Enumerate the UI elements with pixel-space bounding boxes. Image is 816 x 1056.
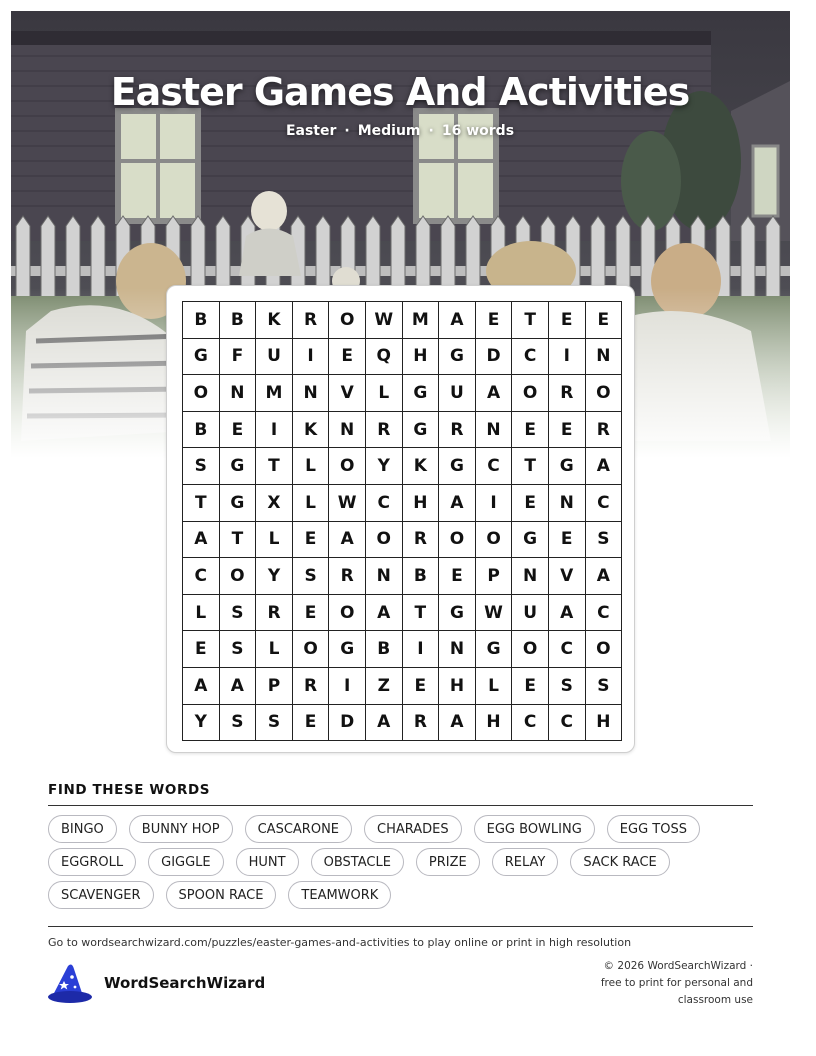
grid-cell[interactable]: R: [403, 522, 440, 559]
copyright-note: [583, 958, 753, 1009]
grid-cell[interactable]: N: [366, 558, 403, 595]
grid-cell[interactable]: T: [220, 522, 257, 559]
grid-cell[interactable]: Q: [366, 339, 403, 376]
grid-cell[interactable]: A: [366, 595, 403, 632]
grid-cell[interactable]: P: [256, 668, 293, 705]
grid-cell[interactable]: I: [549, 339, 586, 376]
grid-cell[interactable]: D: [476, 339, 513, 376]
grid-cell[interactable]: O: [512, 631, 549, 668]
grid-cell[interactable]: O: [220, 558, 257, 595]
grid-cell[interactable]: A: [439, 485, 476, 522]
grid-cell[interactable]: S: [183, 448, 220, 485]
grid-cell[interactable]: Y: [183, 705, 220, 742]
grid-cell[interactable]: T: [256, 448, 293, 485]
grid-cell[interactable]: O: [476, 522, 513, 559]
word-chip: EGG BOWLING: [474, 815, 595, 843]
wizard-hat-icon: [46, 963, 94, 1005]
grid-cell[interactable]: M: [256, 375, 293, 412]
letter-grid[interactable]: [182, 301, 622, 741]
brand-name: WordSearchWizard: [104, 974, 266, 992]
word-chip: CHARADES: [364, 815, 462, 843]
grid-cell[interactable]: O: [512, 375, 549, 412]
grid-cell[interactable]: S: [293, 558, 330, 595]
grid-cell[interactable]: A: [329, 522, 366, 559]
grid-cell[interactable]: E: [183, 631, 220, 668]
grid-cell[interactable]: E: [586, 302, 623, 339]
word-chip: SCAVENGER: [48, 881, 154, 909]
word-count-label: 16 words: [441, 123, 515, 139]
grid-cell[interactable]: E: [439, 558, 476, 595]
grid-cell[interactable]: E: [293, 595, 330, 632]
grid-cell[interactable]: T: [512, 448, 549, 485]
grid-cell[interactable]: C: [476, 448, 513, 485]
play-online-note: Go to wordsearchwizard.com/puzzles/easter-games-and-activities to play online or print in high resolution: [48, 936, 632, 949]
copyright-line: © 2026 WordSearchWizard ·: [603, 960, 753, 972]
grid-cell[interactable]: E: [293, 705, 330, 742]
grid-cell[interactable]: G: [403, 412, 440, 449]
grid-cell[interactable]: G: [476, 631, 513, 668]
grid-cell[interactable]: O: [293, 631, 330, 668]
grid-cell[interactable]: L: [256, 631, 293, 668]
grid-cell[interactable]: O: [439, 522, 476, 559]
grid-cell[interactable]: P: [476, 558, 513, 595]
grid-cell[interactable]: A: [183, 668, 220, 705]
grid-cell[interactable]: B: [220, 302, 257, 339]
word-chip: BINGO: [48, 815, 117, 843]
grid-cell[interactable]: A: [366, 705, 403, 742]
grid-cell[interactable]: E: [512, 412, 549, 449]
grid-cell[interactable]: R: [549, 375, 586, 412]
grid-cell[interactable]: T: [183, 485, 220, 522]
grid-cell[interactable]: G: [439, 595, 476, 632]
grid-cell[interactable]: C: [183, 558, 220, 595]
grid-cell[interactable]: I: [293, 339, 330, 376]
grid-cell[interactable]: Y: [366, 448, 403, 485]
grid-cell[interactable]: S: [220, 631, 257, 668]
grid-cell[interactable]: L: [476, 668, 513, 705]
word-chip: GIGGLE: [148, 848, 224, 876]
grid-cell[interactable]: G: [403, 375, 440, 412]
grid-cell[interactable]: S: [256, 705, 293, 742]
grid-cell[interactable]: H: [439, 668, 476, 705]
grid-cell[interactable]: O: [329, 302, 366, 339]
grid-cell[interactable]: R: [293, 302, 330, 339]
grid-cell[interactable]: C: [366, 485, 403, 522]
grid-cell[interactable]: G: [439, 448, 476, 485]
grid-cell[interactable]: F: [220, 339, 257, 376]
grid-cell[interactable]: B: [183, 412, 220, 449]
grid-cell[interactable]: X: [256, 485, 293, 522]
grid-cell[interactable]: K: [293, 412, 330, 449]
grid-cell[interactable]: T: [512, 302, 549, 339]
grid-cell[interactable]: W: [476, 595, 513, 632]
grid-cell[interactable]: E: [220, 412, 257, 449]
grid-cell[interactable]: R: [256, 595, 293, 632]
grid-cell[interactable]: W: [329, 485, 366, 522]
grid-cell[interactable]: R: [329, 558, 366, 595]
grid-cell[interactable]: N: [549, 485, 586, 522]
grid-cell[interactable]: U: [512, 595, 549, 632]
word-chip: OBSTACLE: [311, 848, 404, 876]
puzzle-card: [166, 285, 635, 753]
grid-cell[interactable]: I: [476, 485, 513, 522]
grid-cell[interactable]: E: [549, 302, 586, 339]
word-chip: HUNT: [236, 848, 299, 876]
word-chip: RELAY: [492, 848, 559, 876]
word-chip: PRIZE: [416, 848, 480, 876]
puzzle-meta: [0, 123, 800, 139]
grid-cell[interactable]: E: [476, 302, 513, 339]
grid-cell[interactable]: K: [403, 448, 440, 485]
grid-cell[interactable]: L: [183, 595, 220, 632]
grid-cell[interactable]: A: [586, 448, 623, 485]
grid-cell[interactable]: N: [329, 412, 366, 449]
grid-cell[interactable]: B: [366, 631, 403, 668]
difficulty-label: Medium: [357, 123, 421, 139]
grid-cell[interactable]: N: [293, 375, 330, 412]
grid-cell[interactable]: G: [549, 448, 586, 485]
grid-cell[interactable]: O: [586, 631, 623, 668]
grid-cell[interactable]: D: [329, 705, 366, 742]
copyright-line: classroom use: [677, 994, 753, 1006]
grid-cell[interactable]: K: [256, 302, 293, 339]
divider: [48, 805, 753, 806]
grid-cell[interactable]: C: [512, 705, 549, 742]
grid-cell[interactable]: I: [256, 412, 293, 449]
category-label: Easter: [285, 123, 337, 139]
grid-cell[interactable]: G: [512, 522, 549, 559]
grid-cell[interactable]: C: [586, 485, 623, 522]
divider: [48, 926, 753, 927]
grid-cell[interactable]: T: [403, 595, 440, 632]
grid-cell[interactable]: E: [293, 522, 330, 559]
grid-cell[interactable]: N: [512, 558, 549, 595]
grid-cell[interactable]: B: [403, 558, 440, 595]
grid-cell[interactable]: A: [586, 558, 623, 595]
grid-cell[interactable]: L: [293, 448, 330, 485]
grid-cell[interactable]: V: [549, 558, 586, 595]
grid-cell[interactable]: U: [439, 375, 476, 412]
word-list-heading: FIND THESE WORDS: [48, 782, 211, 798]
grid-cell[interactable]: Y: [256, 558, 293, 595]
page-title: Easter Games And Activities: [110, 70, 690, 114]
grid-cell[interactable]: O: [329, 595, 366, 632]
grid-cell[interactable]: V: [329, 375, 366, 412]
grid-cell[interactable]: S: [220, 705, 257, 742]
grid-cell[interactable]: N: [220, 375, 257, 412]
grid-cell[interactable]: G: [183, 339, 220, 376]
grid-cell[interactable]: G: [220, 448, 257, 485]
grid-cell[interactable]: N: [476, 412, 513, 449]
grid-cell[interactable]: A: [439, 705, 476, 742]
grid-cell[interactable]: O: [329, 448, 366, 485]
grid-cell[interactable]: R: [439, 412, 476, 449]
grid-cell[interactable]: N: [439, 631, 476, 668]
meta-separator: ·: [428, 123, 434, 139]
grid-cell[interactable]: O: [586, 375, 623, 412]
grid-cell[interactable]: U: [256, 339, 293, 376]
grid-cell[interactable]: H: [403, 339, 440, 376]
word-chip: SACK RACE: [570, 848, 669, 876]
grid-cell[interactable]: S: [220, 595, 257, 632]
grid-cell[interactable]: R: [586, 412, 623, 449]
grid-cell[interactable]: L: [366, 375, 403, 412]
grid-cell[interactable]: L: [293, 485, 330, 522]
copyright-line: free to print for personal and: [600, 977, 753, 989]
grid-cell[interactable]: O: [366, 522, 403, 559]
grid-cell[interactable]: H: [476, 705, 513, 742]
grid-cell[interactable]: E: [512, 485, 549, 522]
grid-cell[interactable]: H: [403, 485, 440, 522]
grid-cell[interactable]: C: [549, 631, 586, 668]
word-chip: EGG TOSS: [607, 815, 700, 843]
grid-cell[interactable]: W: [366, 302, 403, 339]
grid-cell[interactable]: R: [403, 705, 440, 742]
grid-cell[interactable]: B: [183, 302, 220, 339]
grid-cell[interactable]: R: [366, 412, 403, 449]
grid-cell[interactable]: M: [403, 302, 440, 339]
grid-cell[interactable]: I: [403, 631, 440, 668]
grid-cell[interactable]: G: [220, 485, 257, 522]
grid-cell[interactable]: O: [183, 375, 220, 412]
grid-cell[interactable]: E: [549, 412, 586, 449]
grid-cell[interactable]: G: [439, 339, 476, 376]
word-chip: BUNNY HOP: [129, 815, 233, 843]
grid-cell[interactable]: G: [329, 631, 366, 668]
grid-cell[interactable]: L: [256, 522, 293, 559]
grid-cell[interactable]: N: [586, 339, 623, 376]
grid-cell[interactable]: C: [512, 339, 549, 376]
word-chip: EGGROLL: [48, 848, 136, 876]
grid-cell[interactable]: C: [586, 595, 623, 632]
grid-cell[interactable]: E: [329, 339, 366, 376]
grid-cell[interactable]: R: [293, 668, 330, 705]
grid-cell[interactable]: E: [403, 668, 440, 705]
grid-cell[interactable]: I: [329, 668, 366, 705]
word-list: [48, 815, 753, 909]
meta-separator: ·: [344, 123, 350, 139]
word-chip: CASCARONE: [245, 815, 352, 843]
grid-cell[interactable]: S: [549, 668, 586, 705]
grid-cell[interactable]: S: [586, 668, 623, 705]
grid-cell[interactable]: E: [512, 668, 549, 705]
grid-cell[interactable]: A: [476, 375, 513, 412]
grid-cell[interactable]: E: [549, 522, 586, 559]
word-chip: SPOON RACE: [166, 881, 277, 909]
grid-cell[interactable]: A: [549, 595, 586, 632]
grid-cell[interactable]: A: [220, 668, 257, 705]
word-chip: TEAMWORK: [288, 881, 391, 909]
grid-cell[interactable]: C: [549, 705, 586, 742]
grid-cell[interactable]: Z: [366, 668, 403, 705]
grid-cell[interactable]: A: [439, 302, 476, 339]
grid-cell[interactable]: S: [586, 522, 623, 559]
grid-cell[interactable]: H: [586, 705, 623, 742]
grid-cell[interactable]: A: [183, 522, 220, 559]
